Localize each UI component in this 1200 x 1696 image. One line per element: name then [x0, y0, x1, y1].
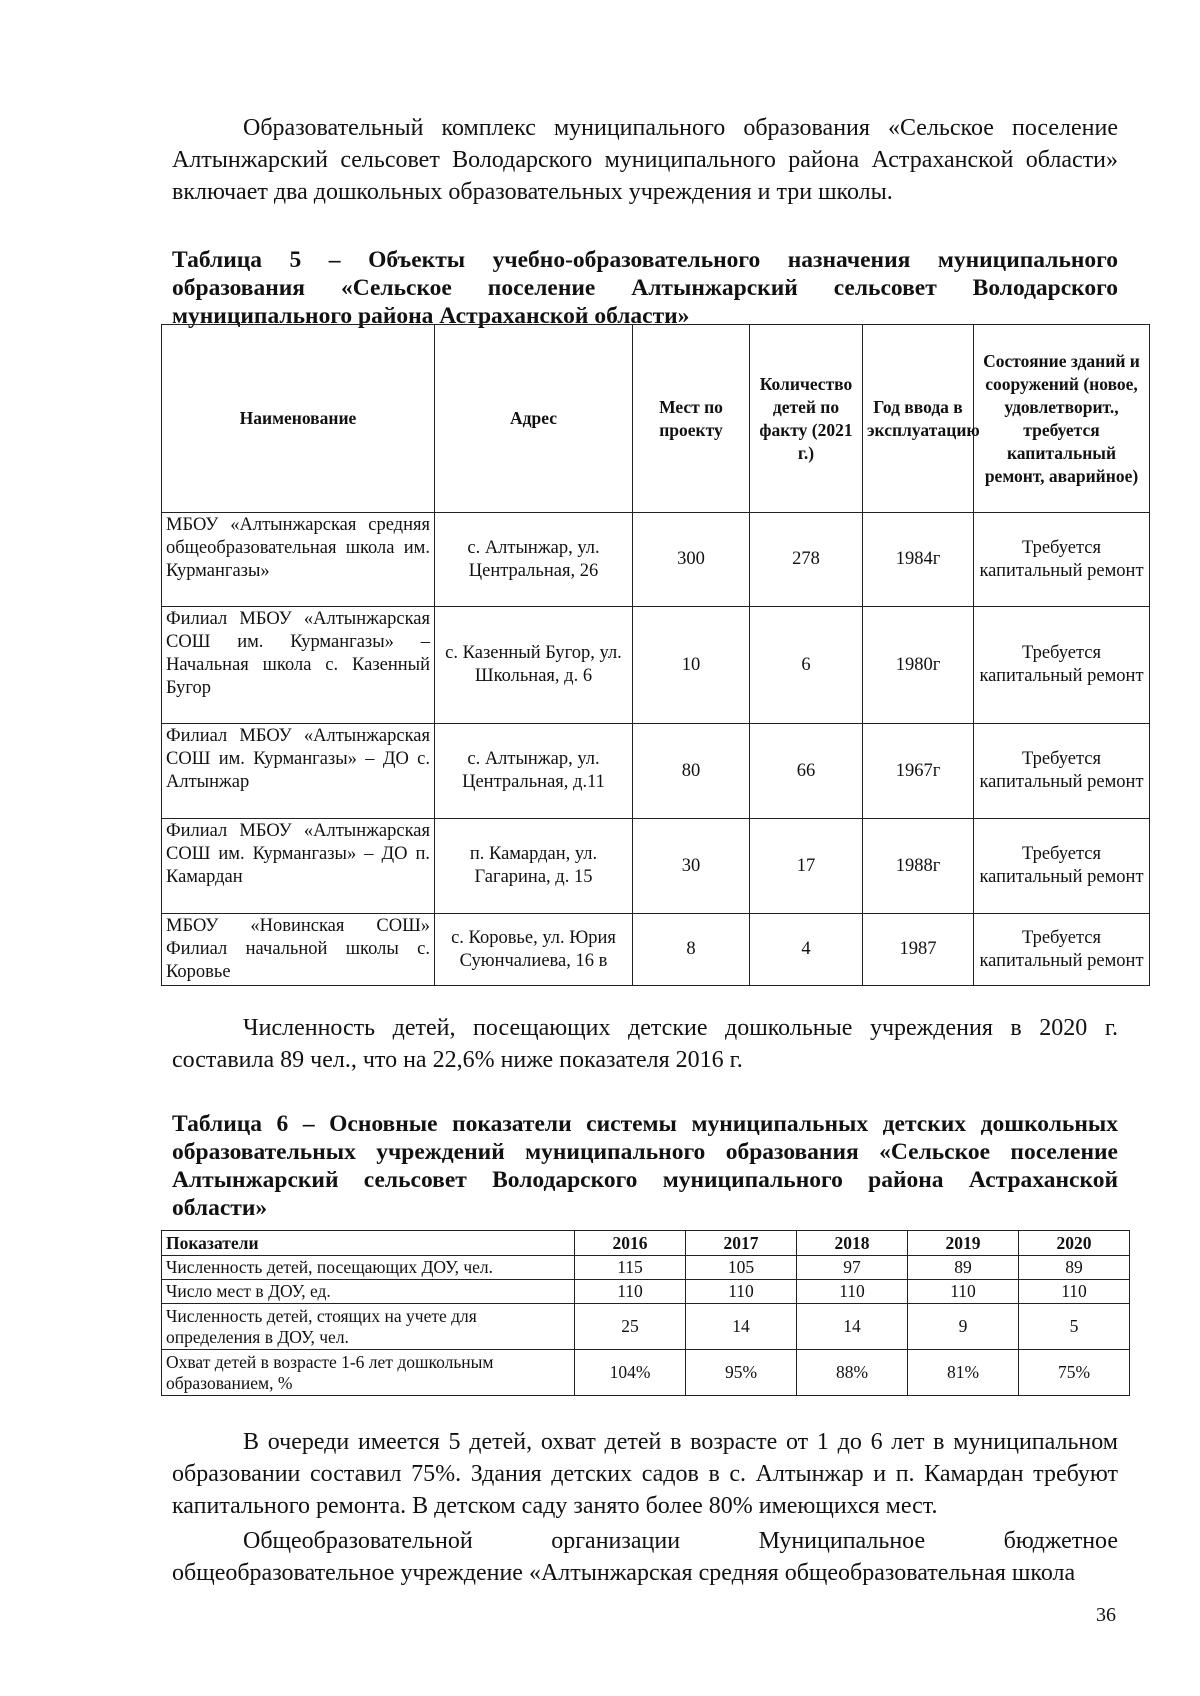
table6-cell-value: 14: [797, 1304, 908, 1350]
table5-cell-places: 10: [633, 607, 750, 724]
table5-cell-address: с. Казенный Бугор, ул. Школьная, д. 6: [435, 607, 633, 724]
table6-cell-value: 110: [908, 1280, 1019, 1304]
table5-cell-address: с. Коровье, ул. Юрия Суюнчалиева, 16 в: [435, 914, 633, 986]
table5-cell-places: 30: [633, 819, 750, 914]
table6-cell-value: 110: [797, 1280, 908, 1304]
table5-cell-places: 80: [633, 724, 750, 819]
table5-cell-year: 1984г: [863, 513, 974, 607]
table5-cell-year: 1980г: [863, 607, 974, 724]
table5-cell-address: с. Алтынжар, ул. Центральная, 26: [435, 513, 633, 607]
table5-cell-name: МБОУ «Алтынжарская средняя общеобразовательная школа им. Курмангазы»: [162, 513, 435, 607]
table5-cell-children: 278: [750, 513, 863, 607]
table5-cell-address: с. Алтынжар, ул. Центральная, д.11: [435, 724, 633, 819]
page-number: 36: [1096, 1604, 1116, 1626]
table5-cell-condition: Требуется капитальный ремонт: [974, 724, 1150, 819]
table6-row: [162, 1304, 1130, 1350]
table5-row: [162, 819, 1150, 914]
table6-cell-value: 25: [575, 1304, 686, 1350]
table6-header-indicator: Показатели: [162, 1231, 575, 1256]
table5-cell-name: Филиал МБОУ «Алтынжарская СОШ им. Курмангазы» – Начальная школа с. Казенный Бугор: [162, 607, 435, 724]
table6-cell-value: 110: [575, 1280, 686, 1304]
table6-cell-indicator: Число мест в ДОУ, ед.: [162, 1280, 575, 1304]
table5-header-name: Наименование: [162, 325, 435, 513]
middle-paragraph: Численность детей, посещающих детские дошкольные учреждения в 2020 г. составила 89 чел., что на 22,6% ниже показателя 2016 г.: [172, 1015, 1118, 1073]
table6-cell-indicator: Охват детей в возрасте 1-6 лет дошкольным образованием, %: [162, 1350, 575, 1396]
table5-cell-children: 4: [750, 914, 863, 986]
table5-cell-name: Филиал МБОУ «Алтынжарская СОШ им. Курмангазы» – ДО п. Камардан: [162, 819, 435, 914]
table5-cell-name: Филиал МБОУ «Алтынжарская СОШ им. Курмангазы» – ДО с. Алтынжар: [162, 724, 435, 819]
table6-cell-value: 75%: [1019, 1350, 1130, 1396]
table6-cell-value: 110: [1019, 1280, 1130, 1304]
intro-paragraph: Образовательный комплекс муниципального образования «Сельское поселение Алтынжарский сельсовет Володарского муниципального района Астраханской области» включает два дошкольных образовательных учреждения и три школы.: [172, 115, 1118, 205]
table6-cell-value: 105: [686, 1256, 797, 1280]
table5-row: [162, 914, 1150, 986]
table6-cell-value: 97: [797, 1256, 908, 1280]
table6-cell-value: 115: [575, 1256, 686, 1280]
table6-cell-value: 9: [908, 1304, 1019, 1350]
table6-header-year: 2019: [908, 1231, 1019, 1256]
table6-cell-value: 110: [686, 1280, 797, 1304]
last-paragraph: Общеобразовательной организации Муниципальное бюджетное общеобразовательное учреждение «Алтынжарская средняя общеобразовательная школа: [172, 1528, 1118, 1586]
table6-row: [162, 1280, 1130, 1304]
table5-header-places: Мест по проекту: [633, 325, 750, 513]
table6-header-year: 2016: [575, 1231, 686, 1256]
table6-caption: Таблица 6 – Основные показатели системы муниципальных детских дошкольных образовательных учреждений муниципального образования «Сельское поселение Алтынжарский сельсовет Володарского муниципального района Астраханской области»: [172, 1111, 1118, 1221]
table6-header-year: 2020: [1019, 1231, 1130, 1256]
table5: [161, 324, 1150, 986]
table6: [161, 1230, 1130, 1396]
table5-cell-children: 6: [750, 607, 863, 724]
table5-cell-year: 1967г: [863, 724, 974, 819]
table6-cell-value: 5: [1019, 1304, 1130, 1350]
table6-header-year: 2017: [686, 1231, 797, 1256]
table5-row: [162, 724, 1150, 819]
table5-cell-condition: Требуется капитальный ремонт: [974, 914, 1150, 986]
table6-cell-indicator: Численность детей, посещающих ДОУ, чел.: [162, 1256, 575, 1280]
table6-cell-value: 81%: [908, 1350, 1019, 1396]
table5-cell-places: 300: [633, 513, 750, 607]
table5-cell-address: п. Камардан, ул. Гагарина, д. 15: [435, 819, 633, 914]
table5-cell-children: 17: [750, 819, 863, 914]
table6-row: [162, 1256, 1130, 1280]
table6-cell-value: 104%: [575, 1350, 686, 1396]
table6-cell-value: 14: [686, 1304, 797, 1350]
table6-header-year: 2018: [797, 1231, 908, 1256]
table5-cell-name: МБОУ «Новинская СОШ» Филиал начальной школы с. Коровье: [162, 914, 435, 986]
table5-header-year: Год ввода в эксплуатацию: [863, 325, 974, 513]
table6-cell-value: 95%: [686, 1350, 797, 1396]
table6-cell-value: 88%: [797, 1350, 908, 1396]
table6-row: [162, 1350, 1130, 1396]
table5-cell-condition: Требуется капитальный ремонт: [974, 607, 1150, 724]
table5-header-children: Количество детей по факту (2021 г.): [750, 325, 863, 513]
table5-header-address: Адрес: [435, 325, 633, 513]
table5-caption: Таблица 5 – Объекты учебно-образовательного назначения муниципального образования «Сельское поселение Алтынжарский сельсовет Володарского муниципального района Астраханской области»: [172, 247, 1118, 329]
table5-cell-year: 1988г: [863, 819, 974, 914]
table6-cell-indicator: Численность детей, стоящих на учете для определения в ДОУ, чел.: [162, 1304, 575, 1350]
table6-cell-value: 89: [1019, 1256, 1130, 1280]
table5-row: [162, 607, 1150, 724]
queue-paragraph: В очереди имеется 5 детей, охват детей в возрасте от 1 до 6 лет в муниципальном образовании составил 75%. Здания детских садов в с. Алтынжар и п. Камардан требуют капитального ремонта. В детском саду занято более 80% имеющихся мест.: [172, 1429, 1118, 1519]
table5-cell-condition: Требуется капитальный ремонт: [974, 513, 1150, 607]
table5-cell-children: 66: [750, 724, 863, 819]
table5-row: [162, 513, 1150, 607]
table5-header-condition: Состояние зданий и сооружений (новое, удовлетворит., требуется капитальный ремонт, аварийное): [974, 325, 1150, 513]
table6-cell-value: 89: [908, 1256, 1019, 1280]
table5-cell-year: 1987: [863, 914, 974, 986]
table5-cell-condition: Требуется капитальный ремонт: [974, 819, 1150, 914]
table5-cell-places: 8: [633, 914, 750, 986]
